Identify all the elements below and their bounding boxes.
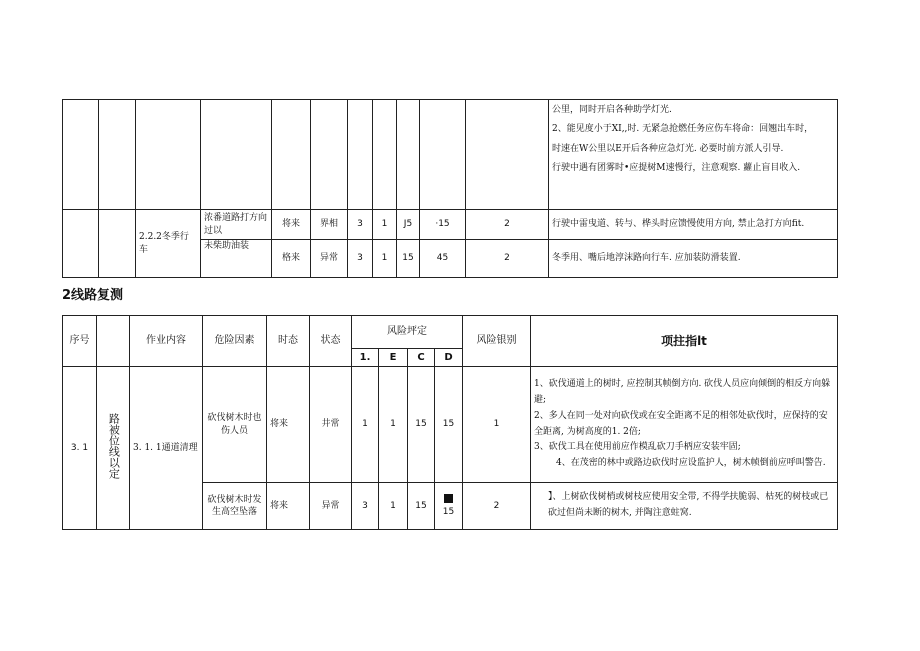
- work-label: 2.2.2冬季行车: [136, 210, 201, 278]
- header-e: E: [379, 349, 408, 367]
- state-value: 将来: [272, 210, 311, 240]
- header-measure: 项拄指lt: [531, 316, 838, 367]
- state-value: 将来: [267, 483, 310, 530]
- status-cell: [311, 100, 348, 210]
- e-value: 1: [379, 367, 408, 483]
- e-value: 1: [373, 240, 397, 278]
- measure-line: 1、砍伐通道上的树时, 应控制其帧倒方向. 砍伐人员应向倾倒的相反方向躲避;: [534, 379, 831, 405]
- e-value: 1: [379, 483, 408, 530]
- measure-line: 公里，同时开启各种助学灯光.: [552, 105, 672, 115]
- level-cell: [466, 100, 549, 210]
- measure-line: 行驶中遇有团雾时•应提树M速慢行，注意观察. 蘿止盲目收入.: [552, 163, 801, 174]
- c-value: 15: [408, 367, 435, 483]
- e-cell: [373, 100, 397, 210]
- c-value: J5: [397, 210, 420, 240]
- status-value: 界相: [311, 210, 348, 240]
- state-value: 格来: [272, 240, 311, 278]
- status-value: 井常: [310, 367, 352, 483]
- header-seq: 序号: [63, 316, 97, 367]
- measure-line: 】、上树砍伐树梢或树枝应使用安全带, 不得学扶脆弱、枯死的树枝或已砍过但尚未断的树木, 并陶注意蛀窝.: [548, 492, 829, 518]
- hazard-cell: [201, 100, 272, 210]
- hazard-text: 砍伐树木时也伤人员: [203, 367, 267, 483]
- l-value: 3: [348, 240, 373, 278]
- measure-line: 2、能见度小于XI,,时. 无紧急抢燃任务应伤车将命：回翘出车时，: [552, 124, 814, 135]
- hazard-table-route-retest: [62, 315, 838, 530]
- c-value: 15: [397, 240, 420, 278]
- work-cell: [136, 100, 201, 210]
- header-hazard: 危险因素: [203, 316, 267, 367]
- measure-line: 3、砍伐工具在使用前应作模乱砍刀手柄应安装牢固;: [534, 442, 741, 453]
- header-status: 状态: [310, 316, 352, 367]
- seq-cell: [63, 100, 99, 210]
- sub-seq-cell: [99, 100, 136, 210]
- section-title: 2线路复测: [62, 288, 124, 303]
- level-value: 2: [466, 210, 549, 240]
- header-state: 时态: [267, 316, 310, 367]
- state-value: 将来: [267, 367, 310, 483]
- state-cell: [272, 100, 311, 210]
- l-value: 1: [352, 367, 379, 483]
- header-level: 风险银别: [463, 316, 531, 367]
- level-value: 2: [466, 240, 549, 278]
- measure-text: [531, 483, 838, 530]
- group-seq: 3. 1: [63, 367, 97, 530]
- d-cell: [420, 100, 466, 210]
- e-value: 1: [373, 210, 397, 240]
- l-value: 3: [348, 210, 373, 240]
- measure-text: 行驶中雷曳道、转与、桦头时应馈慢使用方向, 禁止急打方向fit.: [549, 210, 838, 240]
- measure-text: 冬季用、嘴后地淳沫路向行车. 应加装防滑装置.: [549, 240, 838, 278]
- c-cell: [397, 100, 420, 210]
- hazard-text: 未柴助油装: [201, 240, 272, 278]
- header-c: C: [408, 349, 435, 367]
- header-l: 1.: [352, 349, 379, 367]
- header-work: 作业内容: [130, 316, 203, 367]
- measure-text: [531, 367, 838, 483]
- d-value-cell: [435, 483, 463, 530]
- header-risk: 风险坪定: [352, 316, 463, 349]
- level-value: 1: [463, 367, 531, 483]
- c-value: 15: [408, 483, 435, 530]
- measure-line: 4、在茂密的林中或路边砍伐时应设监护人，树木帧倒前应呼叫警告.: [556, 458, 826, 468]
- l-value: 3: [352, 483, 379, 530]
- l-cell: [348, 100, 373, 210]
- d-value: 15: [442, 507, 455, 517]
- d-value: 45: [420, 240, 466, 278]
- group-vertical-label: 路被位线以定: [107, 412, 121, 479]
- status-value: 异常: [311, 240, 348, 278]
- measure-line: 2、多人在同一处对向砍伐或在安全距离不足的相邻处砍伐时，应保持的安全距离, 为树高度的1. 2倍;: [534, 410, 828, 437]
- filled-square-mark: [444, 494, 453, 503]
- measure-line: 时速在W公里以E开后各种应急灯光. 必要时前方派人引导.: [552, 143, 784, 154]
- hazard-text: 浓番道路打方向过以: [201, 210, 272, 240]
- status-value: 异常: [310, 483, 352, 530]
- header-d: D: [435, 349, 463, 367]
- hazard-text: 砍伐树木时发生高空坠落: [203, 483, 267, 530]
- work-label: 3. 1. 1通道清理: [130, 367, 203, 530]
- measure-cell: [549, 100, 838, 210]
- d-value: 15: [435, 367, 463, 483]
- level-value: 2: [463, 483, 531, 530]
- d-value: ·15: [420, 210, 466, 240]
- hazard-table-continued: [62, 99, 838, 278]
